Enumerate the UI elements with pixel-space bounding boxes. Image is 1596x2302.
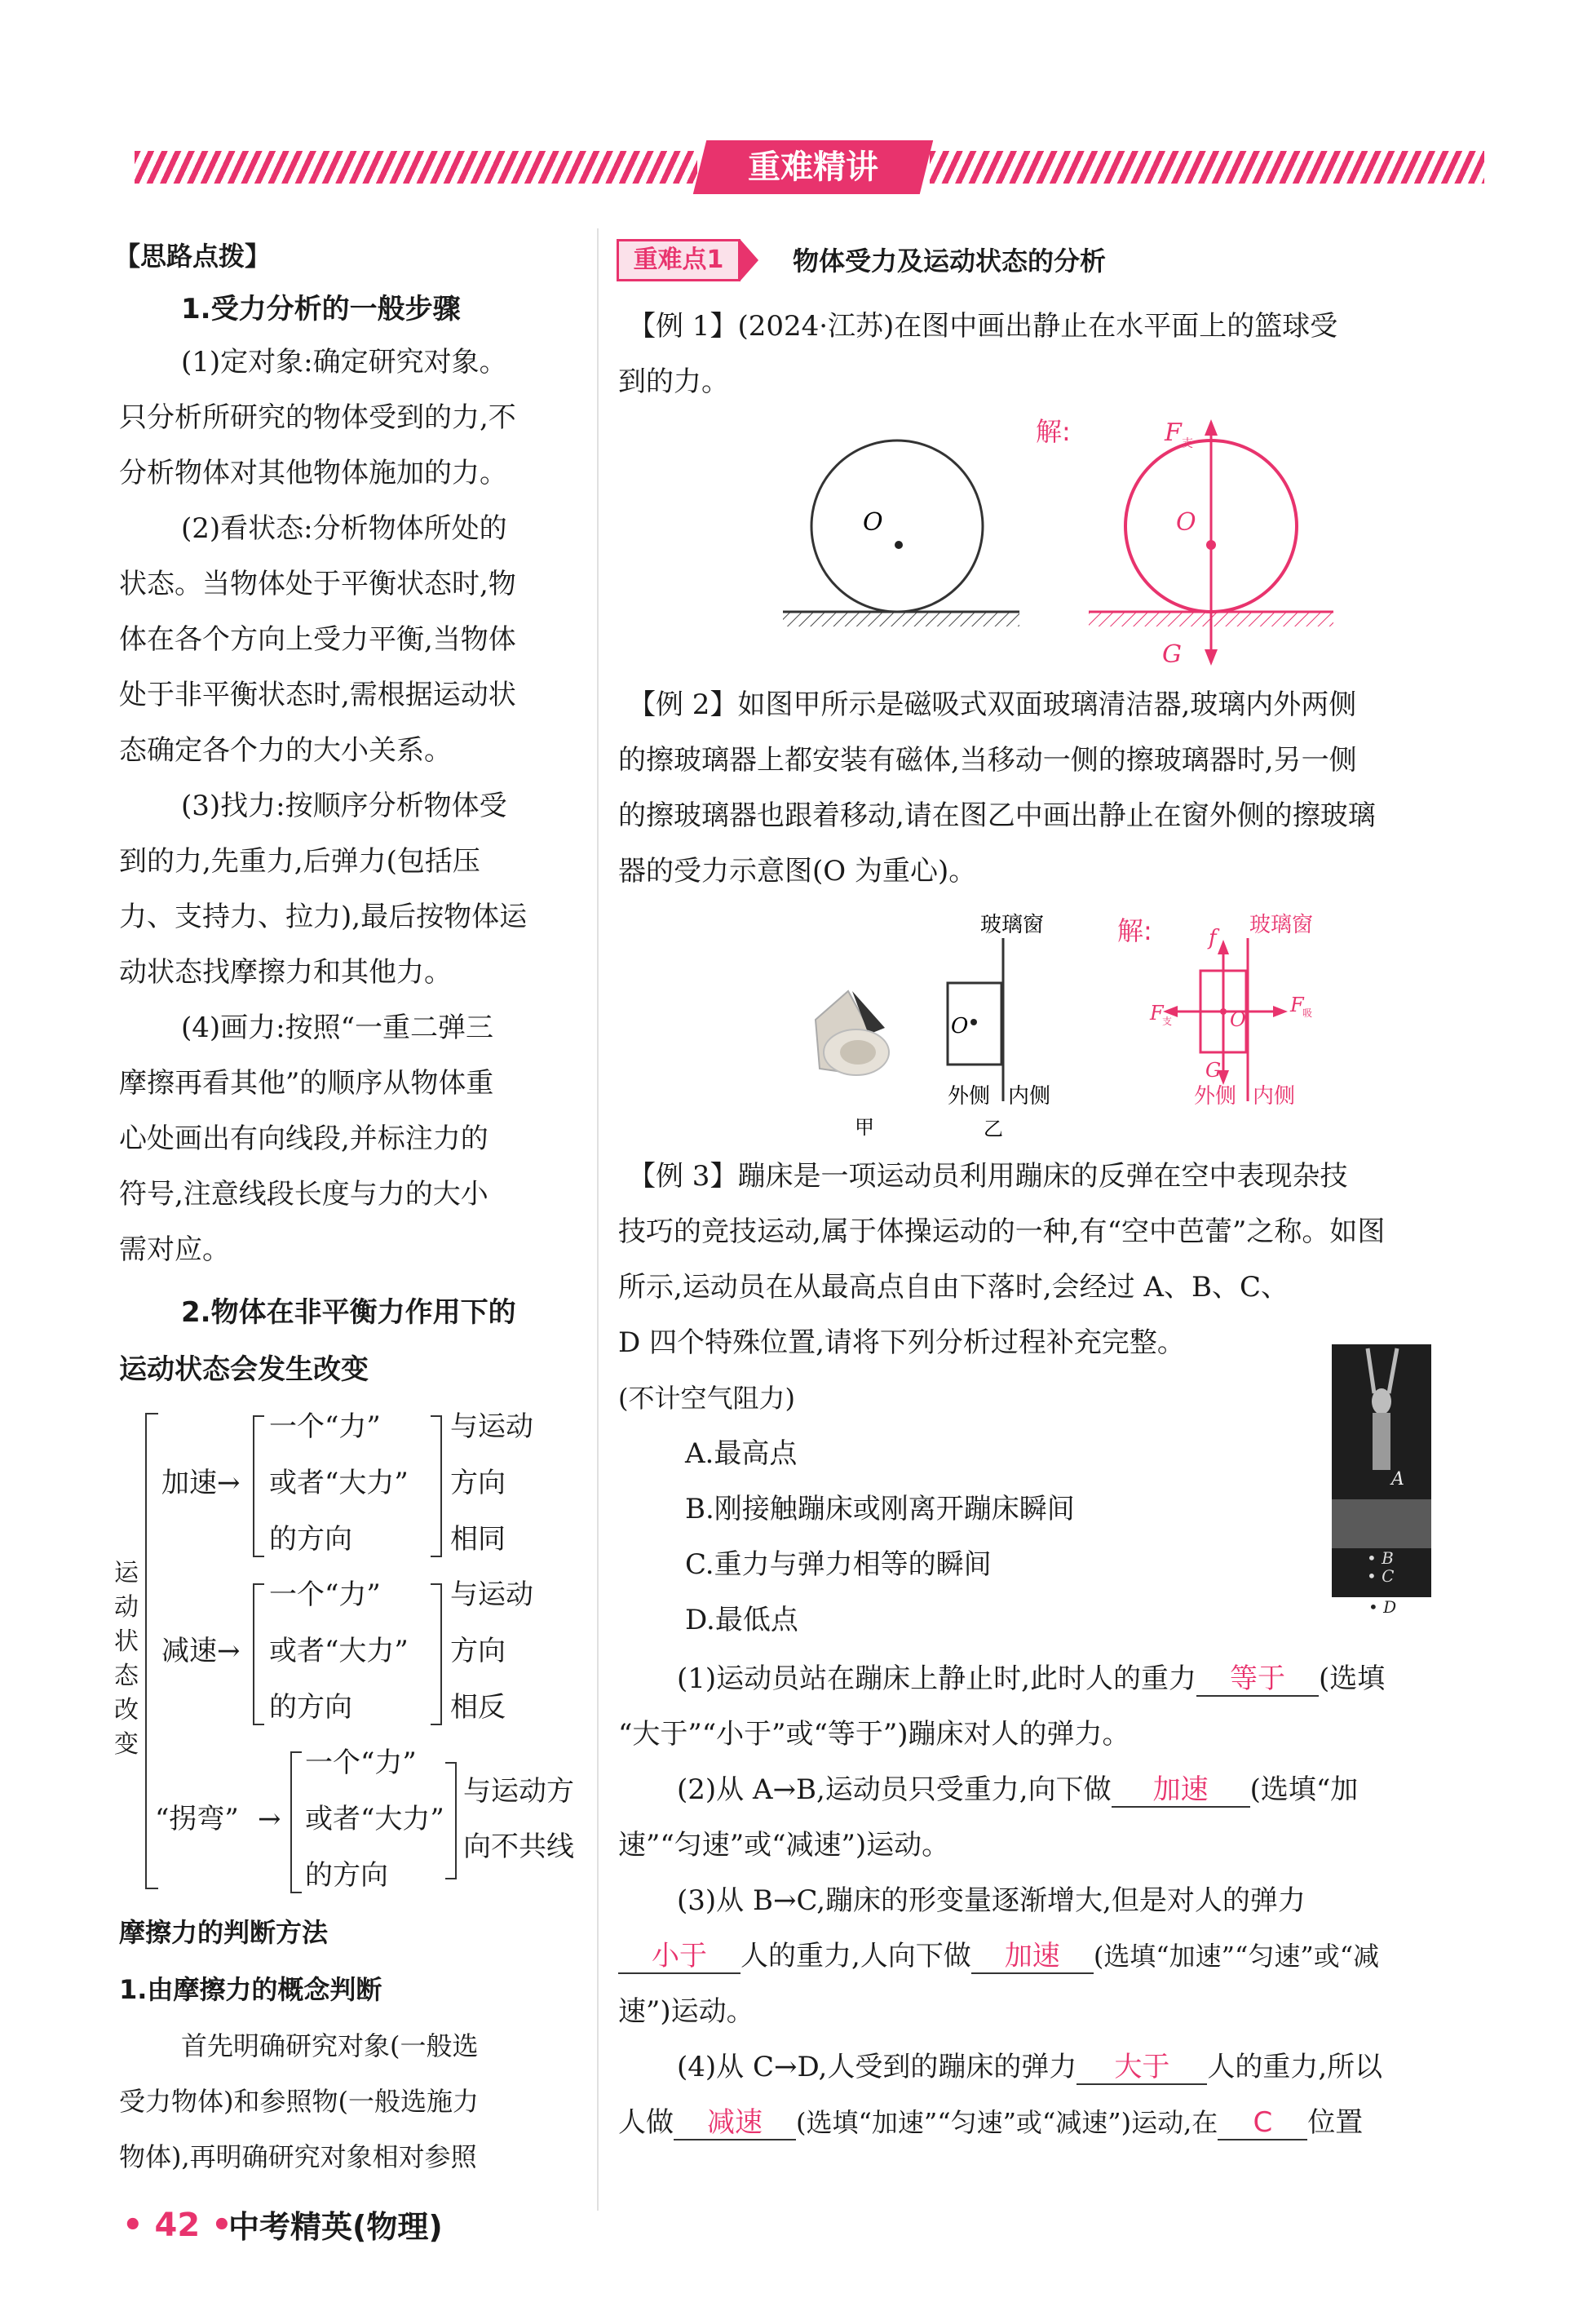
question-4-cont — [618, 2103, 1363, 2142]
step-line: 态确定各个力的大小关系。 — [119, 734, 452, 767]
result-line: 与运动 — [450, 1578, 533, 1611]
label-yi: 乙 — [984, 1118, 1003, 1140]
root-char: 状 — [114, 1627, 139, 1656]
q4-text-c: 人做 — [618, 2106, 674, 2139]
example-1-figure — [775, 408, 1509, 685]
result-line: 相同 — [450, 1523, 506, 1556]
step-line: (3)找力:按顺序分析物体受 — [181, 790, 507, 822]
photo-label-d: • D — [1368, 1597, 1397, 1617]
brace — [253, 1583, 264, 1725]
slowdown-label: 减速 — [161, 1635, 217, 1667]
tag-arrow-icon — [741, 240, 758, 281]
solution-label-2: 解: — [1117, 915, 1152, 946]
photo-label-a: A — [1391, 1469, 1404, 1490]
solution-label: 解: — [1036, 416, 1071, 447]
glass-cleaner-image — [816, 991, 889, 1075]
q1-text-b: (选填 — [1318, 1662, 1386, 1695]
result-line: 方向 — [450, 1467, 506, 1499]
header-hatch-left — [135, 151, 697, 184]
option-c: C.重力与弹力相等的瞬间 — [685, 1548, 992, 1581]
photo-label-b: • B — [1367, 1548, 1394, 1568]
q3-text-c: (选填“加速”“匀速”或“减 — [1093, 1941, 1380, 1972]
root-char: 变 — [114, 1730, 139, 1759]
q1-answer: 等于 — [1196, 1662, 1319, 1697]
label-f-attract: F — [1290, 994, 1304, 1016]
example-2-line: 的擦玻璃器上都安装有磁体,当移动一侧的擦玻璃器时,另一侧 — [618, 744, 1357, 777]
result-line: 相反 — [450, 1691, 506, 1724]
speedup-label: 加速 — [161, 1467, 217, 1499]
example-2-figure — [791, 905, 1509, 1150]
label-o-solution: O — [1176, 508, 1196, 537]
example-3-line: (不计空气阻力) — [618, 1383, 795, 1414]
label-inside: 内侧 — [1008, 1084, 1051, 1109]
key-point-tag-label: 重难点1 — [633, 246, 724, 274]
step-line: 需对应。 — [119, 1233, 230, 1266]
step-line: 到的力,先重力,后弹力(包括压 — [119, 845, 480, 878]
question-3-end: 速”)运动。 — [618, 1995, 754, 2028]
q2-text: (2)从 A→B,运动员只受重力,向下做 — [677, 1773, 1112, 1806]
step-line: 心处画出有向线段,并标注力的 — [119, 1122, 489, 1155]
example-3-line: 【例 3】蹦床是一项运动员利用蹦床的反弹在空中表现杂技 — [628, 1160, 1348, 1193]
root-char: 态 — [114, 1662, 139, 1690]
question-2-cont: 速”“匀速”或“减速”)运动。 — [618, 1829, 950, 1862]
root-char: 改 — [114, 1696, 139, 1724]
question-4 — [677, 2047, 1382, 2087]
brace — [253, 1415, 264, 1557]
option-d: D.最低点 — [685, 1604, 798, 1636]
step-line: (4)画力:按照“一重二弹三 — [181, 1012, 493, 1044]
q4-text: (4)从 C→D,人受到的蹦床的弹力 — [677, 2051, 1077, 2083]
q4-text-b: 人的重力,所以 — [1207, 2051, 1383, 2083]
basketball-solution — [1089, 419, 1333, 666]
label-jia: 甲 — [855, 1116, 874, 1139]
step-line: 只分析所研究的物体受到的力,不 — [119, 401, 516, 434]
header-hatch-right — [930, 151, 1484, 184]
result-line: 向不共线 — [463, 1831, 574, 1863]
label-outside-solution: 外侧 — [1194, 1084, 1237, 1109]
friction-heading: 1.由摩擦力的概念判断 — [119, 1974, 382, 2005]
force-line: 的方向 — [305, 1859, 388, 1892]
label-inside-solution: 内侧 — [1253, 1084, 1296, 1109]
example-3-line: D 四个特殊位置,请将下列分析过程补充完整。 — [618, 1326, 1185, 1359]
q4-text-d: (选填“加速”“匀速”或“减速”)运动,在 — [796, 2107, 1218, 2138]
label-f-support-2: F — [1150, 1002, 1164, 1025]
q3-text-b: 人的重力,人向下做 — [741, 1940, 971, 1972]
label-outside: 外侧 — [948, 1084, 991, 1109]
arrow: → — [258, 1803, 281, 1835]
label-f-support: F — [1165, 418, 1182, 447]
label-window-solution: 玻璃窗 — [1249, 913, 1314, 937]
heading-nonbalanced-1: 2.物体在非平衡力作用下的 — [181, 1296, 516, 1329]
step-line: 摩擦再看其他”的顺序从物体重 — [119, 1067, 494, 1100]
q4-text-e: 位置 — [1307, 2106, 1364, 2139]
friction-title: 摩擦力的判断方法 — [119, 1917, 329, 1948]
result-line: 与运动 — [450, 1410, 533, 1443]
friction-line: 受力物体)和参照物(一般选施力 — [119, 2086, 479, 2117]
heading-nonbalanced-2: 运动状态会发生改变 — [119, 1353, 369, 1386]
force-line: 或者“大力” — [305, 1803, 444, 1835]
label-f: f — [1209, 926, 1217, 950]
force-line: 或者“大力” — [269, 1467, 409, 1499]
header-title: 重难精讲 — [748, 148, 878, 186]
result-line: 方向 — [450, 1635, 506, 1667]
label-g: G — [1162, 640, 1182, 669]
section-label: 【思路点拨】 — [114, 241, 272, 272]
root-char: 运 — [114, 1559, 139, 1587]
label-o-plain: O — [863, 508, 883, 537]
book-title: 中考精英(物理) — [228, 2209, 443, 2245]
brace — [290, 1751, 302, 1893]
page-number: • 42 • — [122, 2207, 232, 2244]
turn-label: “拐弯” — [155, 1803, 239, 1835]
question-1-cont: “大于”“小于”或“等于”)蹦床对人的弹力。 — [618, 1718, 1130, 1751]
q2-text-b: (选填“加 — [1249, 1773, 1359, 1806]
force-line: 的方向 — [269, 1523, 352, 1556]
q2-answer: 加速 — [1112, 1773, 1250, 1808]
photo-label-c: • C — [1367, 1566, 1395, 1586]
force-line: 一个“力” — [269, 1578, 381, 1611]
friction-line: 首先明确研究对象(一般选 — [181, 2030, 479, 2061]
friction-line: 物体),再明确研究对象相对参照 — [119, 2141, 477, 2172]
label-f-attract-sub: 吸 — [1302, 1007, 1313, 1019]
q3-answer-1: 小于 — [618, 1940, 741, 1974]
heading-force-analysis: 1.受力分析的一般步骤 — [181, 293, 461, 325]
label-o-plain-2: O — [951, 1014, 969, 1038]
example-2-line: 【例 2】如图甲所示是磁吸式双面玻璃清洁器,玻璃内外两侧 — [628, 688, 1357, 721]
arrow: → — [217, 1635, 241, 1667]
basketball-plain — [783, 440, 1019, 626]
window-diagram-solution — [1163, 938, 1288, 1101]
q3-answer-2: 加速 — [971, 1940, 1094, 1974]
brace — [431, 1583, 442, 1725]
step-line: 体在各个方向上受力平衡,当物体 — [119, 623, 516, 656]
force-line: 的方向 — [269, 1691, 352, 1724]
q4-answer-2: 减速 — [674, 2106, 796, 2140]
root-char: 动 — [114, 1593, 139, 1622]
option-a: A.最高点 — [685, 1437, 798, 1470]
example-2-line: 器的受力示意图(O 为重心)。 — [618, 855, 977, 888]
step-line: 力、支持力、拉力),最后按物体运 — [119, 901, 528, 933]
example-1-line: 到的力。 — [618, 365, 729, 398]
step-line: (1)定对象:确定研究对象。 — [181, 346, 507, 379]
step-line: 分析物体对其他物体施加的力。 — [119, 457, 507, 489]
brace — [445, 1762, 457, 1879]
brace — [431, 1415, 442, 1557]
question-3-cont — [618, 1937, 1379, 1976]
example-1-line: 【例 1】(2024·江苏)在图中画出静止在水平面上的篮球受 — [628, 310, 1338, 343]
question-3: (3)从 B→C,蹦床的形变量逐渐增大,但是对人的弹力 — [677, 1884, 1306, 1917]
question-1 — [677, 1659, 1385, 1698]
q1-text: (1)运动员站在蹦床上静止时,此时人的重力 — [677, 1662, 1196, 1695]
q4-answer-1: 大于 — [1077, 2051, 1207, 2085]
step-line: 处于非平衡状态时,需根据运动状 — [119, 679, 516, 711]
result-line: 与运动方 — [463, 1775, 574, 1808]
key-point-title: 物体受力及运动状态的分析 — [793, 246, 1107, 277]
example-2-line: 的擦玻璃器也跟着移动,请在图乙中画出静止在窗外侧的擦玻璃 — [618, 799, 1376, 832]
label-window: 玻璃窗 — [980, 913, 1045, 937]
label-o-solution-2: O — [1230, 1008, 1246, 1031]
force-line: 一个“力” — [305, 1746, 417, 1779]
q4-answer-3: C — [1218, 2106, 1307, 2140]
force-line: 一个“力” — [269, 1410, 381, 1443]
label-f-support-sub: 支 — [1182, 437, 1193, 450]
example-3-line: 技巧的竞技运动,属于体操运动的一种,有“空中芭蕾”之称。如图 — [618, 1215, 1386, 1248]
label-g-2: G — [1205, 1059, 1222, 1082]
step-line: (2)看状态:分析物体所处的 — [181, 512, 507, 545]
step-line: 状态。当物体处于平衡状态时,物 — [119, 568, 516, 600]
example-3-line: 所示,运动员在从最高点自由下落时,会经过 A、B、C、 — [618, 1271, 1289, 1304]
force-line: 或者“大力” — [269, 1635, 409, 1667]
column-divider — [597, 228, 599, 2211]
step-line: 符号,注意线段长度与力的大小 — [119, 1178, 489, 1211]
option-b: B.刚接触蹦床或刚离开蹦床瞬间 — [685, 1493, 1075, 1525]
step-line: 动状态找摩擦力和其他力。 — [119, 956, 452, 989]
label-f-support-2-sub: 支 — [1162, 1016, 1173, 1027]
question-2 — [677, 1770, 1358, 1809]
arrow: → — [217, 1467, 241, 1499]
